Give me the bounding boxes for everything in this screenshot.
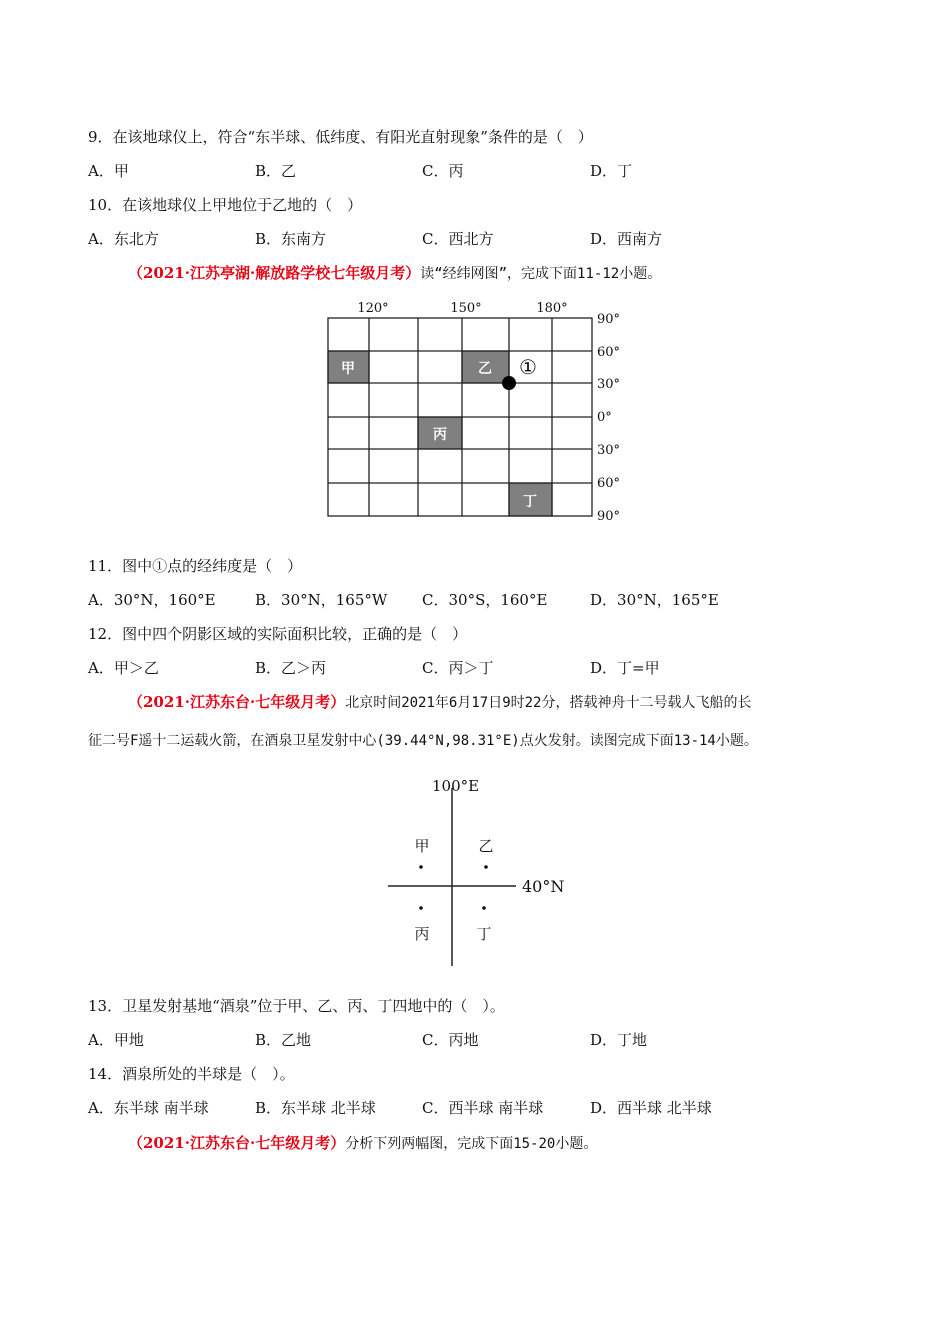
place-ding-dot: [482, 906, 486, 910]
place-bing-label: 丙: [414, 925, 430, 943]
question-11-stem: 11．图中①点的经纬度是（ ）: [88, 557, 303, 575]
q10-option-c: C．西北方: [422, 230, 494, 248]
source-line-1: [128, 263, 661, 284]
question-14-stem: 14．酒泉所处的半球是（ ）。: [88, 1065, 295, 1083]
place-yi-label: 乙: [478, 837, 494, 855]
q12-option-a: A．甲＞乙: [88, 659, 159, 677]
q11-option-b: B．30°N，165°W: [255, 591, 388, 609]
point-1-label: ①: [519, 355, 537, 379]
q10-option-a: A．东北方: [88, 230, 159, 248]
source-text: 读“经纬网图”，完成下面11-12小题。: [420, 266, 662, 282]
place-bing-dot: [419, 906, 423, 910]
source-tag: （2021·江苏东台·七年级月考）: [128, 1134, 346, 1152]
q11-option-d: D．30°N，165°E: [590, 591, 719, 609]
lat-label-90s: 90°: [597, 509, 621, 524]
q14-option-b: B．东半球 北半球: [255, 1099, 376, 1117]
q10-option-d: D．西南方: [590, 230, 663, 248]
q10-option-b: B．东南方: [255, 230, 327, 248]
point-1-dot: [502, 376, 516, 390]
q9-option-a: A．甲: [88, 162, 129, 180]
q12-option-b: B．乙＞丙: [255, 659, 327, 677]
place-ding-label: 丁: [476, 925, 492, 943]
lat-label-90n: 90°: [597, 312, 621, 327]
lat-label-30n: 30°: [597, 377, 621, 392]
source-tag: （2021·江苏东台·七年级月考）: [128, 693, 346, 711]
region-jia-label: 甲: [341, 361, 355, 377]
region-bing-label: 丙: [433, 427, 447, 443]
q11-option-c: C．30°S，160°E: [422, 591, 548, 609]
source-text: 分析下列两幅图，完成下面15-20小题。: [345, 1136, 598, 1152]
lat-label-0: 0°: [597, 410, 612, 425]
lat-label-60n: 60°: [597, 345, 621, 360]
parallel-label: 40°N: [522, 877, 565, 896]
lat-label-30s: 30°: [597, 443, 621, 458]
region-ding-label: 丁: [523, 494, 537, 510]
q13-option-b: B．乙地: [255, 1031, 312, 1049]
question-12-stem: 12．图中四个阴影区域的实际面积比较，正确的是（ ）: [88, 625, 468, 643]
jiuquan-location-map: [380, 770, 580, 970]
lon-label-120: 120°: [357, 301, 389, 316]
q9-option-b: B．乙: [255, 162, 297, 180]
q12-option-c: C．丙＞丁: [422, 659, 494, 677]
q9-option-d: D．丁: [590, 162, 633, 180]
q11-option-a: A．30°N，160°E: [88, 591, 216, 609]
lat-label-60s: 60°: [597, 476, 621, 491]
q12-option-d: D．丁=甲: [590, 659, 660, 677]
source-line-2: [128, 692, 752, 713]
q9-option-c: C．丙: [422, 162, 464, 180]
q14-option-d: D．西半球 北半球: [590, 1099, 712, 1117]
graticule-map: [320, 295, 630, 527]
source-text: 北京时间2021年6月17日9时22分，搭载神舟十二号载人飞船的长: [345, 695, 752, 711]
q14-option-c: C．西半球 南半球: [422, 1099, 544, 1117]
source-line-3: [128, 1133, 597, 1154]
region-yi-label: 乙: [478, 361, 492, 377]
place-yi-dot: [484, 865, 488, 869]
q13-option-d: D．丁地: [590, 1031, 648, 1049]
source-line-2-continued: 征二号F遥十二运载火箭，在酒泉卫星发射中心(39.44°N,98.31°E)点火发射。读图完成下面13-14小题。: [88, 733, 758, 749]
question-9-stem: 9．在该地球仪上，符合“东半球、低纬度、有阳光直射现象”条件的是（ ）: [88, 128, 593, 146]
lon-label-180: 180°: [536, 301, 568, 316]
q13-option-c: C．丙地: [422, 1031, 479, 1049]
question-13-stem: 13．卫星发射基地“酒泉”位于甲、乙、丙、丁四地中的（ ）。: [88, 997, 505, 1015]
question-10-stem: 10．在该地球仪上甲地位于乙地的（ ）: [88, 196, 363, 214]
q13-option-a: A．甲地: [88, 1031, 144, 1049]
place-jia-dot: [419, 865, 423, 869]
lon-label-150: 150°: [450, 301, 482, 316]
place-jia-label: 甲: [414, 837, 430, 855]
q14-option-a: A．东半球 南半球: [88, 1099, 209, 1117]
meridian-label: 100°E: [432, 777, 480, 795]
source-tag: （2021·江苏亭湖·解放路学校七年级月考）: [128, 264, 421, 282]
